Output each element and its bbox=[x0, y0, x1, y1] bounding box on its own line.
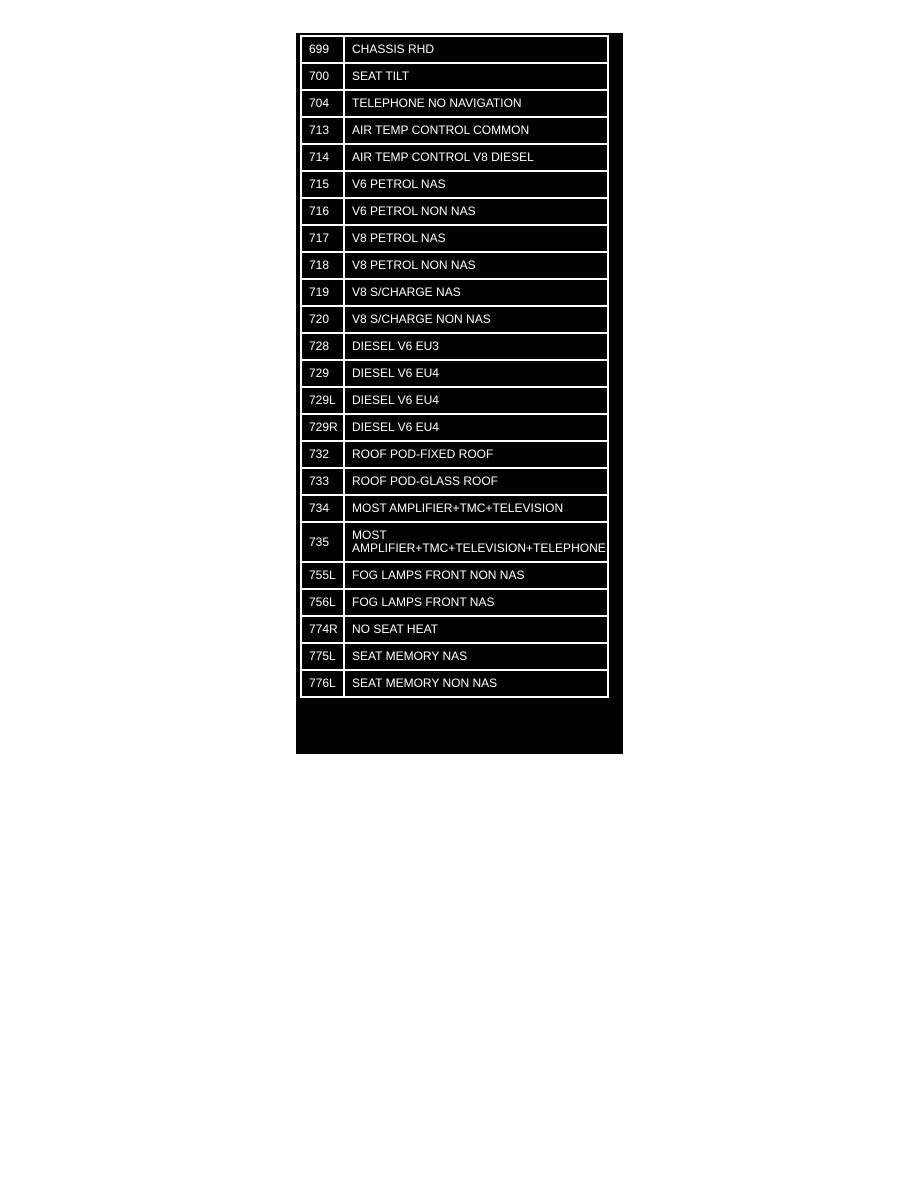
option-description-cell: V6 PETROL NON NAS bbox=[344, 198, 608, 225]
table-row bbox=[301, 468, 608, 495]
option-description-cell: DIESEL V6 EU3 bbox=[344, 333, 608, 360]
option-code-cell: 720 bbox=[301, 306, 344, 333]
option-code-cell: 715 bbox=[301, 171, 344, 198]
option-code-cell: 776L bbox=[301, 670, 344, 697]
option-code-cell: 755L bbox=[301, 562, 344, 589]
option-code-cell: 704 bbox=[301, 90, 344, 117]
option-description-cell: AIR TEMP CONTROL COMMON bbox=[344, 117, 608, 144]
option-code-cell: 756L bbox=[301, 589, 344, 616]
option-description-cell: SEAT TILT bbox=[344, 63, 608, 90]
option-code-cell: 729L bbox=[301, 387, 344, 414]
table-row bbox=[301, 117, 608, 144]
option-code-cell: 728 bbox=[301, 333, 344, 360]
option-code-table bbox=[300, 35, 609, 698]
option-description-cell: MOST AMPLIFIER+TMC+TELEVISION+TELEPHONE bbox=[344, 522, 608, 562]
table-row bbox=[301, 562, 608, 589]
table-row bbox=[301, 643, 608, 670]
option-code-table-panel bbox=[296, 33, 623, 754]
table-row bbox=[301, 90, 608, 117]
table-row bbox=[301, 387, 608, 414]
table-row bbox=[301, 171, 608, 198]
option-code-cell: 729 bbox=[301, 360, 344, 387]
table-row bbox=[301, 522, 608, 562]
table-row bbox=[301, 252, 608, 279]
option-description-cell: CHASSIS RHD bbox=[344, 36, 608, 63]
table-row bbox=[301, 306, 608, 333]
option-code-cell: 733 bbox=[301, 468, 344, 495]
option-code-cell: 732 bbox=[301, 441, 344, 468]
table-row bbox=[301, 441, 608, 468]
table-row bbox=[301, 225, 608, 252]
option-code-cell: 714 bbox=[301, 144, 344, 171]
table-body bbox=[301, 36, 608, 697]
table-row bbox=[301, 670, 608, 697]
table-row bbox=[301, 414, 608, 441]
table-row bbox=[301, 589, 608, 616]
option-code-cell: 729R bbox=[301, 414, 344, 441]
table-row bbox=[301, 360, 608, 387]
table-row bbox=[301, 198, 608, 225]
table-row bbox=[301, 36, 608, 63]
option-description-cell: V8 PETROL NAS bbox=[344, 225, 608, 252]
option-description-cell: SEAT MEMORY NON NAS bbox=[344, 670, 608, 697]
option-code-cell: 774R bbox=[301, 616, 344, 643]
option-code-cell: 775L bbox=[301, 643, 344, 670]
option-code-cell: 717 bbox=[301, 225, 344, 252]
option-description-cell: NO SEAT HEAT bbox=[344, 616, 608, 643]
option-description-cell: ROOF POD-FIXED ROOF bbox=[344, 441, 608, 468]
option-code-cell: 699 bbox=[301, 36, 344, 63]
option-code-cell: 734 bbox=[301, 495, 344, 522]
option-description-cell: V6 PETROL NAS bbox=[344, 171, 608, 198]
option-description-cell: ROOF POD-GLASS ROOF bbox=[344, 468, 608, 495]
table-row bbox=[301, 616, 608, 643]
option-description-cell: V8 PETROL NON NAS bbox=[344, 252, 608, 279]
option-description-cell: MOST AMPLIFIER+TMC+TELEVISION bbox=[344, 495, 608, 522]
option-code-cell: 735 bbox=[301, 522, 344, 562]
option-description-cell: SEAT MEMORY NAS bbox=[344, 643, 608, 670]
option-code-cell: 719 bbox=[301, 279, 344, 306]
option-code-cell: 718 bbox=[301, 252, 344, 279]
option-description-cell: FOG LAMPS FRONT NON NAS bbox=[344, 562, 608, 589]
table-row bbox=[301, 495, 608, 522]
table-row bbox=[301, 333, 608, 360]
option-description-cell: DIESEL V6 EU4 bbox=[344, 387, 608, 414]
table-row bbox=[301, 144, 608, 171]
option-description-cell: AIR TEMP CONTROL V8 DIESEL bbox=[344, 144, 608, 171]
option-description-cell: V8 S/CHARGE NON NAS bbox=[344, 306, 608, 333]
table-row bbox=[301, 279, 608, 306]
option-description-cell: FOG LAMPS FRONT NAS bbox=[344, 589, 608, 616]
option-description-cell: TELEPHONE NO NAVIGATION bbox=[344, 90, 608, 117]
option-code-cell: 716 bbox=[301, 198, 344, 225]
table-row bbox=[301, 63, 608, 90]
option-description-cell: DIESEL V6 EU4 bbox=[344, 414, 608, 441]
option-description-cell: V8 S/CHARGE NAS bbox=[344, 279, 608, 306]
option-description-cell: DIESEL V6 EU4 bbox=[344, 360, 608, 387]
option-code-cell: 700 bbox=[301, 63, 344, 90]
option-code-cell: 713 bbox=[301, 117, 344, 144]
